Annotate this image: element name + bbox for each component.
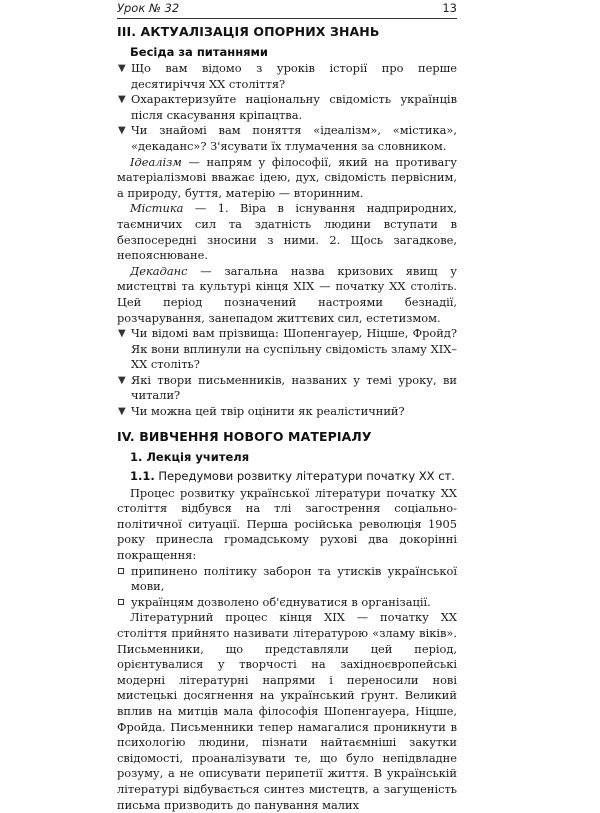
square-bullet-icon xyxy=(118,568,124,574)
section3-subtitle: Бесіда за питаннями xyxy=(130,45,268,59)
definition-decadence: Декаданс — загальна назва кризових явищ у мистецтві та культурі кінця XIX — початку XX століть. Цей період позначений настроями безнадії, розчарування, занепадом життєвих сил, естетизмом. xyxy=(117,263,457,325)
list-item: ▼ Які твори письменників, названих у темі уроку, ви читали? xyxy=(118,372,457,403)
page-content xyxy=(117,24,457,813)
list-item: ▼ Охарактеризуйте національну свідомість українців після скасування кріпацтва. xyxy=(118,92,457,122)
question-list xyxy=(117,61,457,155)
subsection-title: 1.1. Передумови розвитку літератури початку XX ст. xyxy=(130,468,455,483)
paragraph: Літературний процес кінця XIX — початку XX століття прийнято називати літературою «зламу віків». Письменники, що представляли цей період, орієнтувалися у творчості на західноєвропейські модерні літературні напрями і переносили нові мистецькі досягнення на український ґрунт. Великий вплив на митців мала філософія Шопенгауера, Ніцше, Фройда. Письменники тепер намагалися проникнути в психологію людини, пізнати найтаємніші закутки свідомості, проаналізувати те, що було непідвладне розуму, а не описувати перипетії життя. В українській літературі відбувається синтез мистецтв, а загущеність письма призводить до панування малих xyxy=(117,610,457,812)
section3-title: ІІІ. АКТУАЛІЗАЦІЯ ОПОРНИХ ЗНАНЬ xyxy=(117,24,380,39)
section4-title: IV. ВИВЧЕННЯ НОВОГО МАТЕРІАЛУ xyxy=(117,428,372,444)
list-item: припинено політику заборон та утисків української мови, xyxy=(117,564,457,595)
page-number: 13 xyxy=(442,1,457,15)
list-item: ▼ Чи можна цей твір оцінити як реалістичний? xyxy=(118,404,405,419)
lesson-number: Урок № 32 xyxy=(117,1,180,15)
list-item: ▼ Чи відомі вам прізвища: Шопенгауер, Ніцше, Фройд? Як вони вплинули на суспільну свідомість зламу XIX–XX століть? xyxy=(118,326,457,372)
section4-subtitle: 1. Лекція учителя xyxy=(130,449,250,464)
definition-mysticism: Містика — 1. Віра в існування надприродних, таємничих сил та здатність людини вступати в безпосередні зносини з ними. 2. Щось загадкове, непояснюване. xyxy=(117,201,457,263)
triangle-bullet-icon: ▼ xyxy=(118,406,126,418)
triangle-bullet-icon: ▼ xyxy=(118,374,126,386)
triangle-bullet-icon: ▼ xyxy=(118,125,126,137)
definition-idealism: Ідеалізм — напрям у філософії, який на противагу матеріалізмові вважає ідею, дух, свідомість первісним, а природу, буття, матерію — вторинним. xyxy=(117,154,457,200)
triangle-bullet-icon: ▼ xyxy=(118,94,126,106)
page-header xyxy=(117,0,457,19)
list-item: українцям дозволено об'єднуватися в організації. xyxy=(117,595,457,611)
list-item: ▼ Що вам відомо з уроків історії про перше десятиріччя XX століття? xyxy=(118,61,457,91)
triangle-bullet-icon: ▼ xyxy=(118,328,126,340)
paragraph: Процес розвитку української літератури початку XX століття відбувся на тлі загострення соціально-політичної ситуації. Перша російська революція 1905 року принесла громадському рухові два докорінні покращення: xyxy=(117,485,457,563)
improvements-list xyxy=(117,564,457,611)
triangle-bullet-icon: ▼ xyxy=(118,63,126,74)
list-item: ▼ Чи знайомі вам поняття «ідеалізм», «містика», «декаданс»? З'ясувати їх тлумачення за словником. xyxy=(118,123,457,153)
question-list-2 xyxy=(117,326,457,420)
